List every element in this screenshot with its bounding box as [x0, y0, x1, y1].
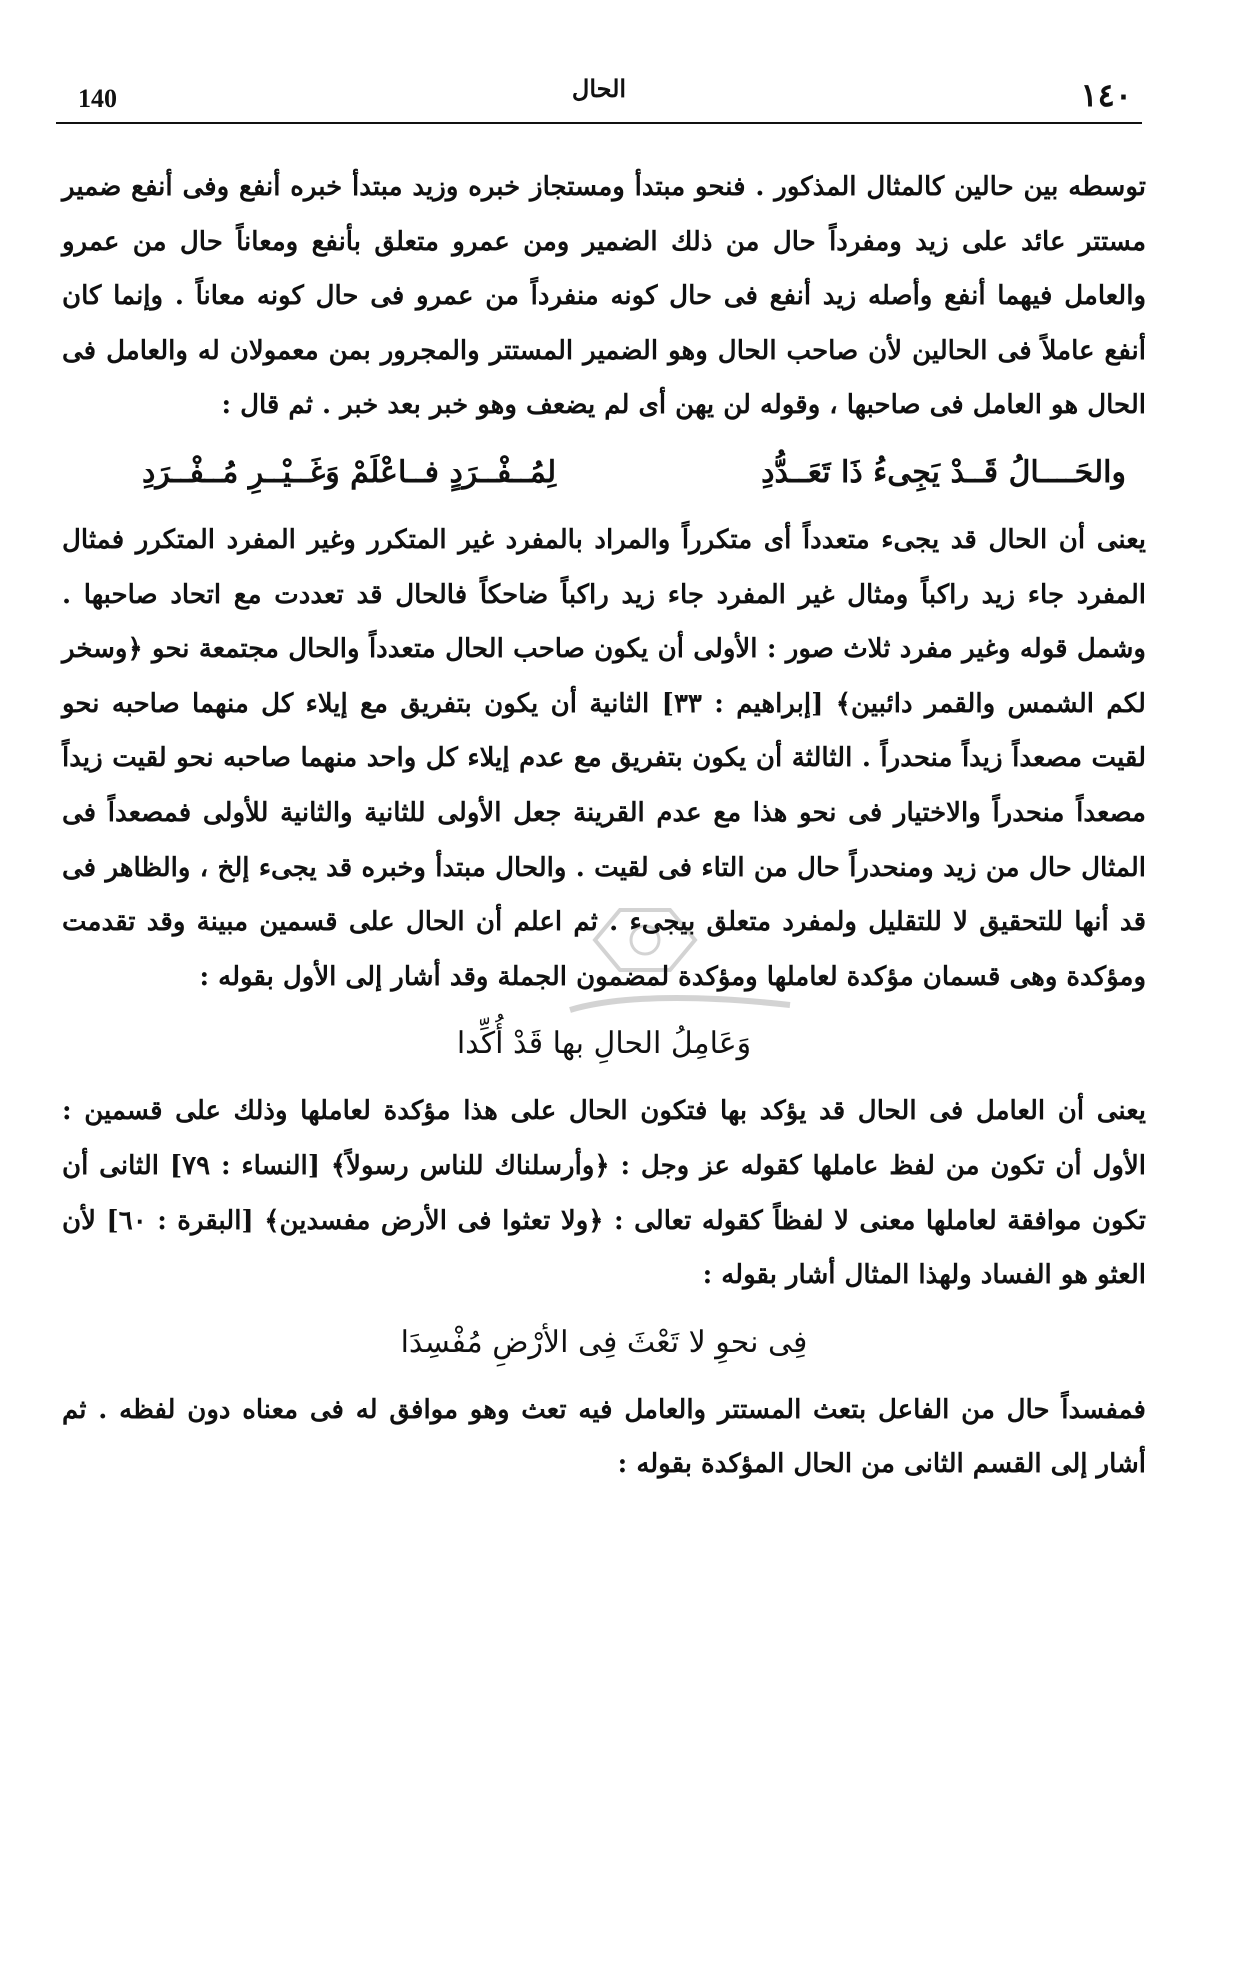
paragraph-4: فمفسداً حال من الفاعل بتعث المستتر والعامل فيه تعث وهو موافق له فى معناه دون لفظه . ثم أشار إلى القسم الثانى من الحال المؤكدة بقوله :: [62, 1394, 1146, 1480]
page-header: [56, 70, 1142, 118]
running-title: الحال: [571, 74, 627, 103]
page-number-arabic: ١٤٠: [1080, 76, 1132, 114]
verse-hemistich-right: والحَــــالُ قَــدْ يَجِىءُ ذَا تَعَــدُّدِ: [761, 455, 1126, 491]
paragraph-2: يعنى أن الحال قد يجىء متعدداً أى متكرراً والمراد بالمفرد غير المتكرر وغير المفرد المتكرر فمثال المفرد جاء زيد راكباً ومثال غير المفرد جاء زيد راكباً ضاحكاً فالحال قد تعددت مع اتحاد صاحبها . وشمل قوله وغير مفرد ثلاث صور : الأولى أن يكون صاحب الحال متعدداً والحال مجتمعة نحو ﴿وسخر لكم الشمس والقمر دائبين﴾ [إبراهيم : ٣٣] الثانية أن يكون بتفريق مع إيلاء كل منهما صاحبه نحو لقيت مصعداً زيداً منحدراً . الثالثة أن يكون بتفريق مع عدم إيلاء كل واحد منهما صاحبه نحو لقيت زيداً مصعداً منحدراً والاختيار فى نحو هذا مع عدم القرينة جعل الأولى للثانية والثانية للأولى فمصعداً فى المثال حال من زيد ومنحدراً حال من التاء فى لقيت . والحال مبتدأ وخبره قد يجىء إلخ ، والظاهر فى قد أنها للتحقيق لا للتقليل ولمفرد متعلق بيجىء . ثم اعلم أن الحال على قسمين مبينة وقد تقدمت ومؤكدة وهى قسمان مؤكدة لعاملها ومؤكدة لمضمون الجملة وقد أشار إلى الأول بقوله :: [62, 524, 1146, 992]
paragraph-3: يعنى أن العامل فى الحال قد يؤكد بها فتكون الحال على هذا مؤكدة لعاملها وذلك على قسمين : الأول أن تكون من لفظ عاملها كقوله عز وجل : ﴿وأرسلناك للناس رسولاً﴾ [النساء : ٧٩] الثانى أن تكون موافقة لعاملها معنى لا لفظاً كقوله تعالى : ﴿ولا تعثوا فى الأرض مفسدين﴾ [البقرة : ٦٠] لأن العثو هو الفساد ولهذا المثال أشار بقوله :: [62, 1096, 1147, 1291]
verse-hemistich-left: لِمُــفْــرَدٍ فــاعْلَمْ وَغَــيْــرِ مُــفْــرَدِ: [142, 455, 557, 491]
verse-line-1: [62, 433, 1146, 513]
page-number-latin: 140: [78, 84, 117, 113]
paragraph-1: توسطه بين حالين كالمثال المذكور . فنحو مبتدأ ومستجاز خبره وزيد مبتدأ خبره أنفع وفى أنفع ضمير مستتر عائد على زيد ومفرداً حال من ذلك الضمير ومن عمرو متعلق بأنفع ومعاناً حال من عمرو والعامل فيهما أنفع وأصله زيد أنفع فى حال كونه منفرداً من عمرو فى حال كونه معاناً . وإنما كان أنفع عاملاً فى الحالين لأن صاحب الحال وهو الضمير المستتر والمجرور بمن معمولان له والعامل فى الحال هو العامل فى صاحبها ، وقوله لن يهن أى لم يضعف وهو خبر بعد خبر . ثم قال :: [62, 172, 1146, 421]
page-body: [62, 160, 1146, 1492]
verse-line-2: وَعَامِلُ الحالِ بها قَدْ أُكِّدا: [456, 1026, 752, 1062]
verse-line-3: فِى نحوِ لا تَعْثَ فِى الأرْضِ مُفْسِدَا: [400, 1324, 808, 1360]
header-rule: [56, 122, 1142, 124]
